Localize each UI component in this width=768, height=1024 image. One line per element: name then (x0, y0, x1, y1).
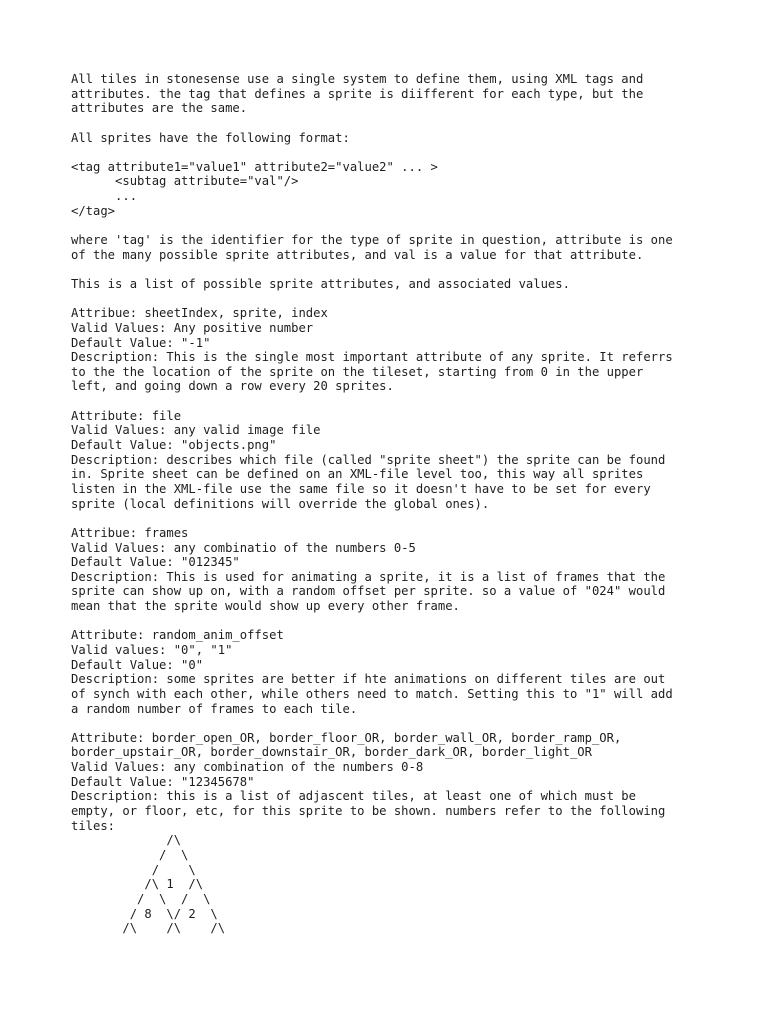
text-line: attributes are the same. (71, 101, 248, 116)
text-line: a random number of frames to each tile. (71, 701, 358, 716)
text-line (71, 511, 731, 526)
text-line: This is a list of possible sprite attributes, and associated values. (71, 276, 570, 291)
text-line: Description: This is used for animating a sprite, it is a list of frames that the (71, 569, 666, 584)
text-line: Description: some sprites are better if hte animations on different tiles are out (71, 672, 666, 687)
text-line: of synch with each other, while others need to match. Setting this to "1" will add (71, 686, 673, 701)
text-line (71, 218, 731, 233)
text-line: Valid Values: any valid image file (71, 423, 321, 438)
text-line: border_upstair_OR, border_downstair_OR, border_dark_OR, border_light_OR (71, 745, 592, 760)
document-page (71, 72, 731, 936)
text-line: Attribute: border_open_OR, border_floor_OR, border_wall_OR, border_ramp_OR, (71, 730, 622, 745)
text-line: Default Value: "12345678" (71, 774, 255, 789)
text-line: sprite can show up on, with a random offset per sprite. so a value of "024" would (71, 584, 666, 599)
text-line: All sprites have the following format: (71, 130, 350, 145)
text-line: /\ /\ /\ (71, 921, 226, 936)
text-line: mean that the sprite would show up every other frame. (71, 599, 460, 614)
text-line: / \ / \ (71, 891, 211, 906)
text-line: /\ 1 /\ (71, 877, 204, 892)
text-line: Description: this is a list of adjascent tiles, at least one of which must be (71, 789, 636, 804)
text-line: ... (71, 189, 138, 204)
text-line (71, 116, 731, 131)
text-line: Valid Values: Any positive number (71, 320, 314, 335)
text-line: /\ (71, 833, 182, 848)
text-line: sprite (local definitions will override the global ones). (71, 496, 490, 511)
text-line: Attribute: random_anim_offset (71, 628, 284, 643)
text-line: / \ (71, 862, 196, 877)
text-line: / \ (71, 847, 189, 862)
text-line: where 'tag' is the identifier for the type of sprite in question, attribute is one (71, 233, 673, 248)
text-line: / 8 \/ 2 \ (71, 906, 218, 921)
text-line: empty, or floor, etc, for this sprite to be shown. numbers refer to the following (71, 804, 666, 819)
text-line: <tag attribute1="value1" attribute2="value2" ... > (71, 159, 438, 174)
text-line (71, 614, 731, 629)
text-line: to the the location of the sprite on the tileset, starting from 0 in the upper (71, 364, 644, 379)
text-line: tiles: (71, 818, 116, 833)
text-line: listen in the XML-file use the same file so it doesn't have to be set for every (71, 481, 651, 496)
text-line: Valid values: "0", "1" (71, 642, 233, 657)
text-line (71, 292, 731, 307)
text-line: Description: describes which file (called "sprite sheet") the sprite can be found (71, 452, 666, 467)
text-line (71, 262, 731, 277)
text-line: of the many possible sprite attributes, and val is a value for that attribute. (71, 247, 644, 262)
text-line: in. Sprite sheet can be defined on an XML-file level too, this way all sprites (71, 467, 644, 482)
text-line (71, 145, 731, 160)
text-line: Description: This is the single most important attribute of any sprite. It referrs (71, 350, 673, 365)
text-line: Default Value: "012345" (71, 555, 240, 570)
text-line: Valid Values: any combinatio of the numbers 0-5 (71, 540, 416, 555)
text-line: </tag> (71, 203, 116, 218)
text-line: Default Value: "objects.png" (71, 438, 277, 453)
text-line: Default Value: "0" (71, 657, 204, 672)
text-line: Default Value: "-1" (71, 335, 211, 350)
text-line: Valid Values: any combination of the numbers 0-8 (71, 760, 424, 775)
text-line: attributes. the tag that defines a sprite is diifferent for each type, but the (71, 86, 644, 101)
text-line: left, and going down a row every 20 sprites. (71, 379, 394, 394)
text-line: Attribute: file (71, 408, 182, 423)
text-line: All tiles in stonesense use a single system to define them, using XML tags and (71, 72, 644, 86)
text-line: Attribue: frames (71, 525, 189, 540)
text-line: Attribue: sheetIndex, sprite, index (71, 306, 328, 321)
text-line (71, 716, 731, 731)
text-line (71, 394, 731, 409)
text-line: <subtag attribute="val"/> (71, 174, 299, 189)
